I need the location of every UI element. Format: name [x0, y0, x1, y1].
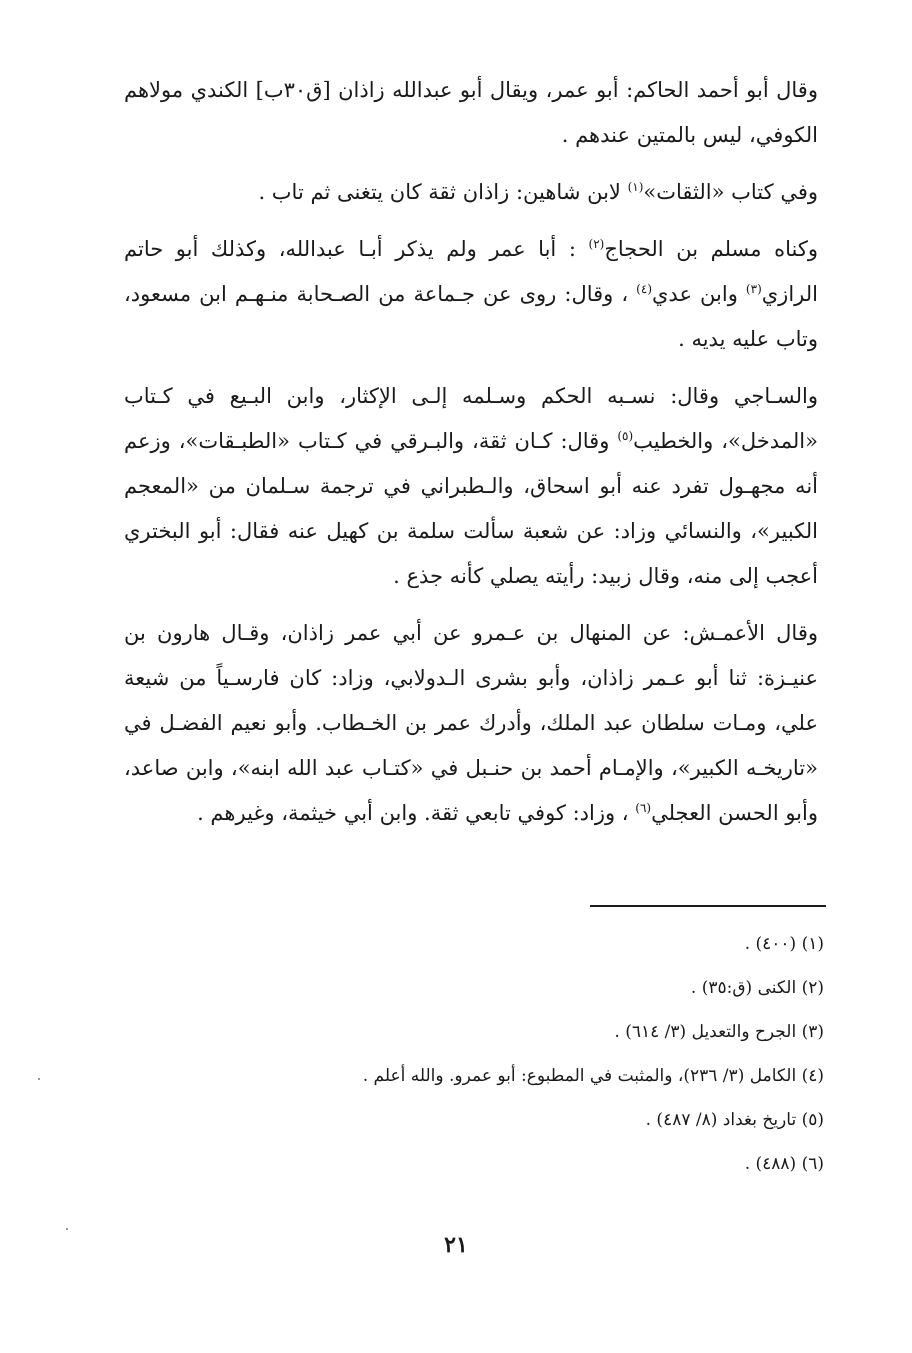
footnote-ref: (٥) — [617, 429, 634, 443]
scan-speck — [66, 1228, 68, 1230]
footnote-ref: (٣) — [745, 282, 762, 296]
paragraph-2: وفي كتاب «الثقات»$^{(١)}$ لابن شاهين: زاذان ثقة كان يتغنى ثم تاب . — [258, 180, 818, 204]
footnote-2: (٢) الكنى (ق:٣٥) . — [690, 978, 824, 998]
paragraph-5: وقال الأعمـش: عن المنهال بن عـمرو عن أبي عمر زاذان، وقـال هارون بن عنيـزة: ثنا أبو عـمر زاذان، وأبو بشرى الـدولابي، وزاد: كان فارسـياً من شيعة علي، ومـات سلطان عبد الملك، وأدرك عمر بن الخـطاب. وأبو نعيم الفضـل في «تاريخـه الكبير»، والإمـام أحمد بن حنـبل في «كتـاب عبد الله ابنه»، وابن صاعد، وأبو الحسن العجلي$^{(٦)}$ ، وزاد: كوفي تابعي ثقة. وابن أبي خيثمة، وغيرهم . — [124, 621, 818, 825]
footnote-ref: (٦) — [635, 801, 652, 815]
footnote-5: (٥) تاريخ بغداد (٨/ ٤٨٧) . — [645, 1110, 824, 1130]
main-text — [124, 68, 818, 848]
footnote-ref: (١) — [627, 180, 644, 194]
paragraph-3: وكناه مسلم بن الحجاج$^{(٢)}$ : أبا عمر ولم يذكر أبـا عبدالله، وكذلك أبو حاتم الرازي$^{(٣)}$ وابن عدي$^{(٤)}$ ، وقال: روى عن جـماعة من الصـحابة منـهـم ابن مسعود، وتاب عليه يديه . — [124, 237, 818, 351]
scan-speck — [38, 1078, 40, 1080]
page-number: ٢١ — [444, 1232, 468, 1258]
paragraph-1: وقال أبو أحمد الحاكم: أبو عمر، ويقال أبو عبدالله زاذان [ق٣٠ب] الكندي مولاهم الكوفي، ليس بالمتين عندهم . — [124, 78, 818, 147]
footnotes — [124, 922, 824, 1186]
footnote-ref: (٢) — [588, 237, 605, 251]
footnote-separator — [590, 905, 826, 907]
footnote-1: (١) (٤٠٠) . — [744, 934, 824, 954]
paragraph-4: والسـاجي وقال: نسـبه الحكم وسـلمه إلـى الإكثار، وابن البـيع في كـتاب «المدخل»، والخطيب$^{(٥)}$ وقال: كـان ثقة، والبـرقي في كـتاب «الطبـقات»، وزعم أنه مجهـول تفرد عنه أبو اسحاق، والـطبراني في ترجمة سـلمان من «المعجم الكبير»، والنسائي وزاد: عن شعبة سألت سلمة بن كهيل عنه فقال: أبو البختري أعجب إلى منه، وقال زبيد: رأيته يصلي كأنه جذع . — [124, 384, 818, 588]
footnote-3: (٣) الجرح والتعديل (٣/ ٦١٤) . — [614, 1022, 824, 1042]
footnote-4: (٤) الكامل (٣/ ٢٣٦)، والمثبت في المطبوع: أبو عمرو. والله أعلم . — [362, 1066, 824, 1086]
footnote-ref: (٤) — [636, 282, 652, 296]
footnote-6: (٦) (٤٨٨) . — [744, 1154, 824, 1174]
